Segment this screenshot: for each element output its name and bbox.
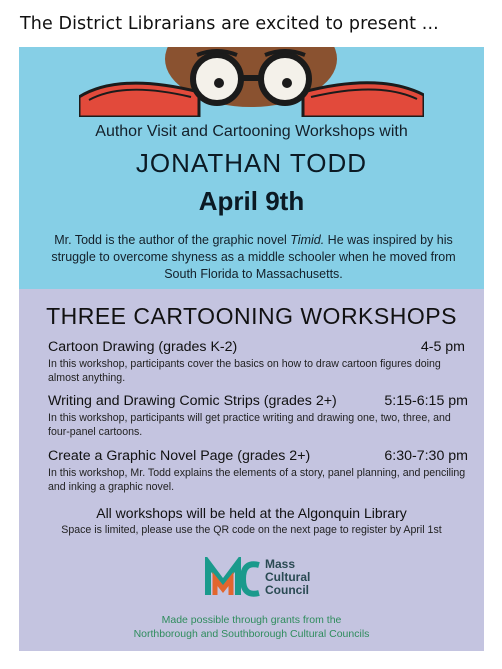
author-bio <box>51 232 456 283</box>
workshop-time: 4-5 pm <box>420 339 465 355</box>
author-name: JONATHAN TODD <box>135 148 368 178</box>
grant-line: Northborough and Southborough Cultural Councils <box>133 628 370 640</box>
mass-cultural-council-name <box>265 558 310 597</box>
event-subtitle: Author Visit and Cartooning Workshops with <box>95 123 408 140</box>
book-title: Timid. <box>290 233 325 247</box>
mass-cultural-council-logo-icon <box>205 557 261 597</box>
event-date: April 9th <box>198 186 305 216</box>
event-poster <box>19 47 484 651</box>
workshop-location: All workshops will be held at the Algonquin Library <box>96 505 407 521</box>
logo-line: Cultural <box>265 570 311 584</box>
grant-acknowledgement <box>19 613 484 641</box>
workshop-description: In this workshop, participants cover the basics on how to draw cartoon figures doing almost anything. <box>48 358 441 384</box>
workshop-title: Cartoon Drawing (grades K-2) <box>48 339 238 355</box>
bio-text-start: Mr. Todd is the author of the graphic novel <box>54 233 291 247</box>
registration-note: Space is limited, please use the QR code on the next page to register by April 1st <box>61 524 442 536</box>
bio-text-end: He was inspired by his struggle to overcome shyness as a middle schooler when he moved from South Florida to Massachusetts. <box>51 233 456 281</box>
workshop-time: 5:15-6:15 pm <box>384 393 468 409</box>
workshop-title: Create a Graphic Novel Page (grades 2+) <box>48 448 311 464</box>
workshop-item <box>48 339 468 385</box>
workshop-description: In this workshop, Mr. Todd explains the elements of a story, panel planning, and penciling and inking a graphic novel. <box>48 467 466 493</box>
logo-line: Mass <box>265 557 296 571</box>
workshop-time: 6:30-7:30 pm <box>384 448 468 464</box>
logo-line: Council <box>265 583 309 597</box>
grant-line: Made possible through grants from the <box>161 614 342 626</box>
workshop-item <box>48 448 468 494</box>
workshop-title: Writing and Drawing Comic Strips (grades 2+) <box>48 393 337 409</box>
workshop-item <box>48 393 468 439</box>
intro-text: The District Librarians are excited to present ... <box>20 14 439 34</box>
workshops-heading: THREE CARTOONING WORKSHOPS <box>46 303 457 329</box>
cartoon-reader-illustration <box>79 47 424 117</box>
workshop-description: In this workshop, participants will get practice writing and drawing one, two, three, and four-panel cartoons. <box>48 412 451 438</box>
